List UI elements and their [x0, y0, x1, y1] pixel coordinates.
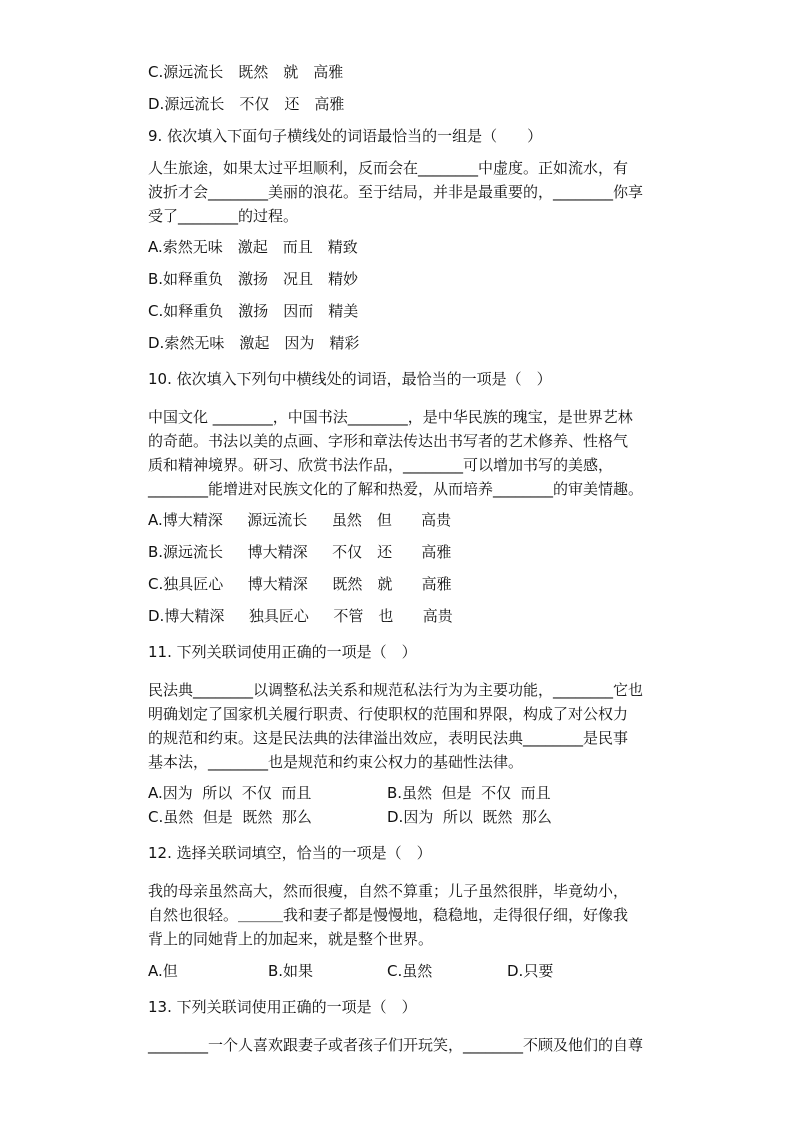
- question-12-option-d: D.只要: [507, 962, 554, 980]
- question-10-stem: 10. 依次填入下列句中横线处的词语，最恰当的一项是（ ）: [148, 370, 552, 388]
- question-10-passage-line: 的奇葩。书法以美的点画、字形和章法传达出书写者的艺术修养、性格气: [148, 432, 629, 450]
- question-12-option-c: C.虽然: [387, 962, 433, 980]
- question-11-option-d: D.因为 所以 既然 那么: [387, 808, 552, 826]
- question-11-passage-line: 的规范和约束。这是民法典的法律溢出效应，表明民法典________是民事: [148, 729, 629, 747]
- question-11-passage-line: 民法典________以调整私法关系和规范私法行为为主要功能，________它也: [148, 681, 644, 699]
- question-11-option-a: A.因为 所以 不仅 而且: [148, 784, 312, 802]
- question-10-option-a: A.博大精深 源远流长 虽然 但 高贵: [148, 511, 452, 529]
- question-11-passage-line: 明确划定了国家机关履行职责、行使职权的范围和界限，构成了对公权力: [148, 705, 629, 723]
- question-13-passage-line: ________一个人喜欢跟妻子或者孩子们开玩笑，________不顾及他们的自尊: [148, 1036, 644, 1054]
- question-12-passage-line: 我的母亲虽然高大，然而很瘦，自然不算重；儿子虽然很胖，毕竟幼小，: [148, 882, 629, 900]
- question-13-stem: 13. 下列关联词使用正确的一项是（ ）: [148, 998, 417, 1016]
- question-12-stem: 12. 选择关联词填空，恰当的一项是（ ）: [148, 844, 432, 862]
- question-9-passage-line: 受了________的过程。: [148, 207, 299, 225]
- question-9-option-d: D.索然无味 激起 因为 精彩: [148, 334, 360, 352]
- question-12-passage-line: 背上的同她背上的加起来，就是整个世界。: [148, 930, 434, 948]
- question-9-option-a: A.索然无味 激起 而且 精致: [148, 238, 358, 256]
- option-c: C.源远流长 既然 就 高雅: [148, 63, 344, 81]
- question-10-option-b: B.源远流长 博大精深 不仅 还 高雅: [148, 543, 452, 561]
- question-9-stem: 9. 依次填入下面句子横线处的词语最恰当的一组是（ ）: [148, 127, 543, 145]
- option-d: D.源远流长 不仅 还 高雅: [148, 95, 345, 113]
- question-11-option-c: C.虽然 但是 既然 那么: [148, 808, 312, 826]
- question-12-option-b: B.如果: [268, 962, 314, 980]
- question-10-passage-line: ________能增进对民族文化的了解和热爱，从而培养________的审美情趣。: [148, 480, 644, 498]
- question-10-passage-line: 中国文化 ________，中国书法________，是中华民族的瑰宝，是世界艺林: [148, 408, 633, 426]
- question-11-passage-line: 基本法，________也是规范和约束公权力的基础性法律。: [148, 753, 524, 771]
- question-9-passage-line: 波折才会________美丽的浪花。至于结局，并非是最重要的，________你享: [148, 183, 644, 201]
- question-10-passage-line: 质和精神境界。研习、欣赏书法作品，________可以增加书写的美感，: [148, 456, 614, 474]
- question-12-passage-line: 自然也很轻。＿＿＿我和妻子都是慢慢地，稳稳地，走得很仔细，好像我: [148, 906, 629, 924]
- question-10-option-d: D.博大精深 独具匠心 不管 也 高贵: [148, 607, 453, 625]
- question-11-option-b: B.虽然 但是 不仅 而且: [387, 784, 551, 802]
- question-9-option-c: C.如释重负 激扬 因而 精美: [148, 302, 359, 320]
- question-9-option-b: B.如释重负 激扬 况且 精妙: [148, 270, 359, 288]
- question-9-passage-line: 人生旅途，如果太过平坦顺利，反而会在________中虚度。正如流水，有: [148, 159, 629, 177]
- question-12-option-a: A.但: [148, 962, 178, 980]
- question-11-stem: 11. 下列关联词使用正确的一项是（ ）: [148, 643, 417, 661]
- question-10-option-c: C.独具匠心 博大精深 既然 就 高雅: [148, 575, 452, 593]
